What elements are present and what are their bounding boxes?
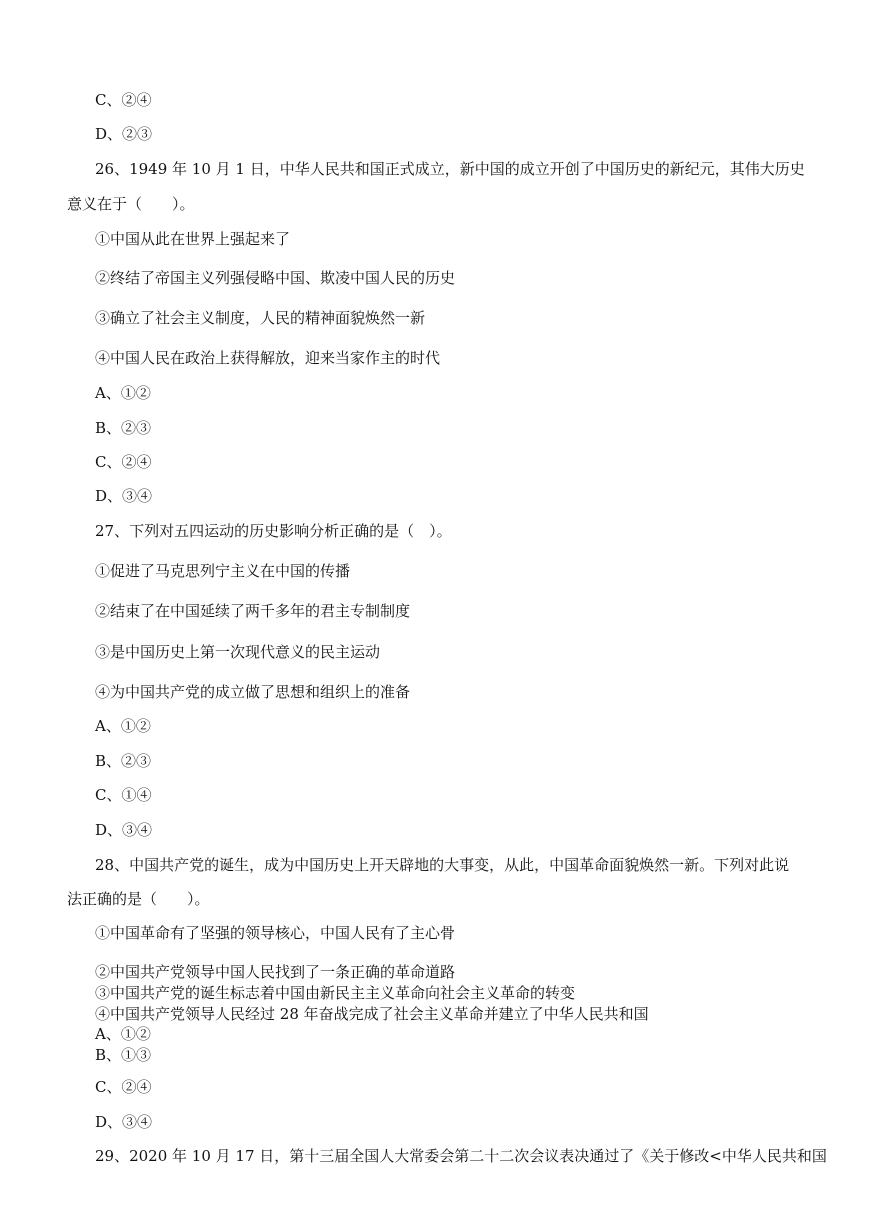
option-a: A、①② <box>95 384 151 402</box>
option-d: D、③④ <box>95 1113 153 1131</box>
statement-1: ①中国从此在世界上强起来了 <box>95 230 291 248</box>
statement-3: ③是中国历史上第一次现代意义的民主运动 <box>95 643 381 661</box>
question-29-text: 29、2020 年 10 月 17 日，第十三届全国人大常委会第二十二次会议表决通过了《关于修改<中华人民共和国 <box>95 1147 827 1165</box>
option-c: C、①④ <box>95 786 152 804</box>
option-c: C、②④ <box>95 1078 152 1096</box>
option-c-q25: C、②④ <box>95 91 152 109</box>
option-c: C、②④ <box>95 453 152 471</box>
question-28-text-cont: 法正确的是（ ）。 <box>67 890 210 908</box>
option-d: D、③④ <box>95 821 153 839</box>
option-d-q25: D、②③ <box>95 125 153 143</box>
option-a: A、①② <box>95 717 151 735</box>
statement-1: ①中国革命有了坚强的领导核心，中国人民有了主心骨 <box>95 924 456 942</box>
statement-4: ④为中国共产党的成立做了思想和组织上的准备 <box>95 683 411 701</box>
question-26-text-cont: 意义在于（ ）。 <box>67 195 195 213</box>
question-28-text: 28、中国共产党的诞生，成为中国历史上开天辟地的大事变，从此，中国革命面貌焕然一新。下列对此说 <box>95 856 790 874</box>
statement-2: ②终结了帝国主义列强侵略中国、欺凌中国人民的历史 <box>95 269 456 287</box>
statement-4: ④中国人民在政治上获得解放，迎来当家作主的时代 <box>95 349 441 367</box>
option-a: A、①② <box>95 1025 151 1043</box>
statement-2: ②中国共产党领导中国人民找到了一条正确的革命道路 <box>95 963 456 981</box>
option-d: D、③④ <box>95 487 153 505</box>
option-b: B、①③ <box>95 1046 152 1064</box>
statement-1: ①促进了马克思列宁主义在中国的传播 <box>95 562 351 580</box>
option-b: B、②③ <box>95 752 152 770</box>
statement-3: ③中国共产党的诞生标志着中国由新民主主义革命向社会主义革命的转变 <box>95 984 576 1002</box>
statement-2: ②结束了在中国延续了两千多年的君主专制制度 <box>95 602 411 620</box>
option-b: B、②③ <box>95 419 152 437</box>
statement-3: ③确立了社会主义制度，人民的精神面貌焕然一新 <box>95 309 426 327</box>
question-27-text: 27、下列对五四运动的历史影响分析正确的是（ ）。 <box>95 522 452 540</box>
question-26-text: 26、1949 年 10 月 1 日，中华人民共和国正式成立，新中国的成立开创了中国历史的新纪元，其伟大历史 <box>95 160 805 178</box>
statement-4: ④中国共产党领导人民经过 28 年奋战完成了社会主义革命并建立了中华人民共和国 <box>95 1005 649 1023</box>
